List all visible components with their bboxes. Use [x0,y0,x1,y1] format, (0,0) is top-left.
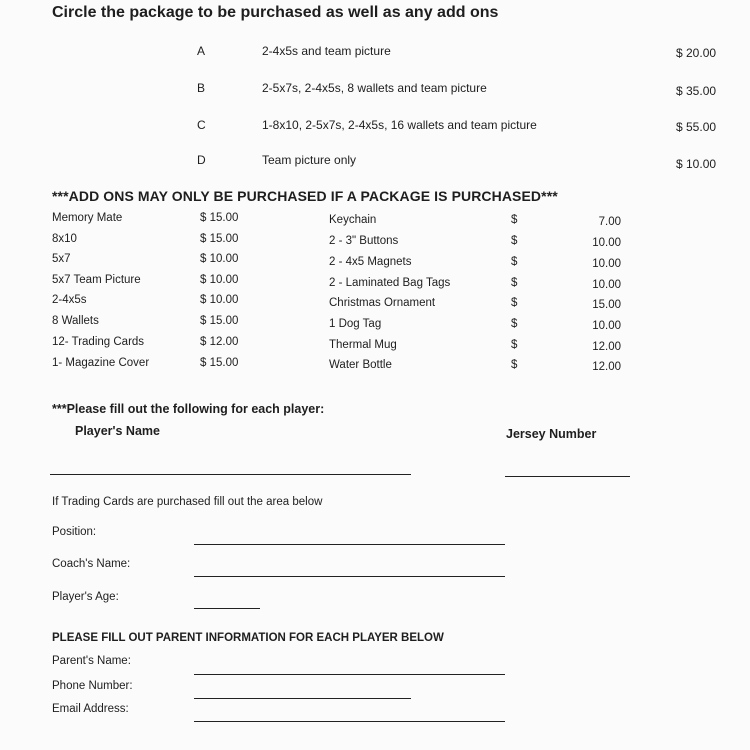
addon-name[interactable]: Thermal Mug [329,339,397,351]
addon-price: 12.00 [592,361,621,373]
package-description: 1-8x10, 2-5x7s, 2-4x5s, 16 wallets and team picture [262,118,537,132]
addon-name[interactable]: Water Bottle [329,359,392,371]
email-address-label: Email Address: [52,703,129,715]
addon-currency: $ [511,256,518,268]
addon-currency: $ [511,235,518,247]
parent-name-field[interactable] [194,674,505,675]
coach-name-field[interactable] [194,576,505,577]
addon-name[interactable]: Memory Mate [52,212,123,224]
addon-price: $ 15.00 [200,315,239,327]
addon-name[interactable]: 5x7 Team Picture [52,274,141,286]
addon-currency: $ [511,277,518,289]
addon-price: 10.00 [592,279,621,291]
addon-name[interactable]: Keychain [329,214,377,226]
addon-price: 10.00 [592,258,621,270]
package-price: $ 35.00 [676,84,717,98]
addon-price: 15.00 [592,299,621,311]
addon-currency: $ [511,339,518,351]
jersey-number-label: Jersey Number [506,427,597,441]
coach-name-label: Coach's Name: [52,558,131,570]
player-name-field[interactable] [50,474,411,475]
phone-number-field[interactable] [194,698,411,699]
addon-name[interactable]: 1- Magazine Cover [52,357,150,369]
package-letter[interactable]: A [197,44,206,58]
addon-name[interactable]: 8x10 [52,233,77,245]
package-letter[interactable]: B [197,81,206,95]
addon-currency: $ [511,318,518,330]
addon-price: 10.00 [592,320,621,332]
addon-name[interactable]: 2 - 3" Buttons [329,235,399,247]
addon-currency: $ [511,297,518,309]
addon-price: $ 15.00 [200,357,239,369]
addon-price: $ 15.00 [200,233,239,245]
addon-price: 10.00 [592,237,621,249]
position-field[interactable] [194,544,505,545]
addon-price: 7.00 [598,216,621,228]
addon-price: $ 10.00 [200,253,239,265]
addon-name[interactable]: 5x7 [52,253,71,265]
email-address-field[interactable] [194,721,505,722]
package-price: $ 55.00 [676,120,717,134]
player-name-label: Player's Name [75,424,160,438]
package-letter[interactable]: D [197,153,206,167]
addon-currency: $ [511,214,518,226]
addon-price: $ 10.00 [200,274,239,286]
page-title: Circle the package to be purchased as well as any add ons [52,4,499,21]
player-age-label: Player's Age: [52,591,119,603]
addon-name[interactable]: 2 - Laminated Bag Tags [329,277,451,289]
addons-heading: ***ADD ONS MAY ONLY BE PURCHASED IF A PACKAGE IS PURCHASED*** [52,188,558,204]
parent-heading: PLEASE FILL OUT PARENT INFORMATION FOR EACH PLAYER BELOW [52,632,444,644]
package-description: 2-4x5s and team picture [262,44,391,58]
addon-name[interactable]: Christmas Ornament [329,297,436,309]
addon-price: $ 12.00 [200,336,239,348]
addon-price: $ 10.00 [200,294,239,306]
package-letter[interactable]: C [197,118,206,132]
trading-cards-note: If Trading Cards are purchased fill out the area below [52,496,323,508]
phone-number-label: Phone Number: [52,680,133,692]
addon-name[interactable]: 8 Wallets [52,315,99,327]
addon-name[interactable]: 2-4x5s [52,294,87,306]
package-price: $ 20.00 [676,46,717,60]
addon-price: $ 15.00 [200,212,239,224]
player-heading: ***Please fill out the following for each player: [52,402,325,416]
position-label: Position: [52,526,97,538]
package-description: 2-5x7s, 2-4x5s, 8 wallets and team picture [262,81,487,95]
addon-name[interactable]: 1 Dog Tag [329,318,382,330]
player-age-field[interactable] [194,608,260,609]
addon-name[interactable]: 2 - 4x5 Magnets [329,256,412,268]
addon-name[interactable]: 12- Trading Cards [52,336,145,348]
package-description: Team picture only [262,153,357,167]
addon-price: 12.00 [592,341,621,353]
parent-name-label: Parent's Name: [52,655,131,667]
package-price: $ 10.00 [676,157,717,171]
jersey-number-field[interactable] [505,476,630,477]
addon-currency: $ [511,359,518,371]
